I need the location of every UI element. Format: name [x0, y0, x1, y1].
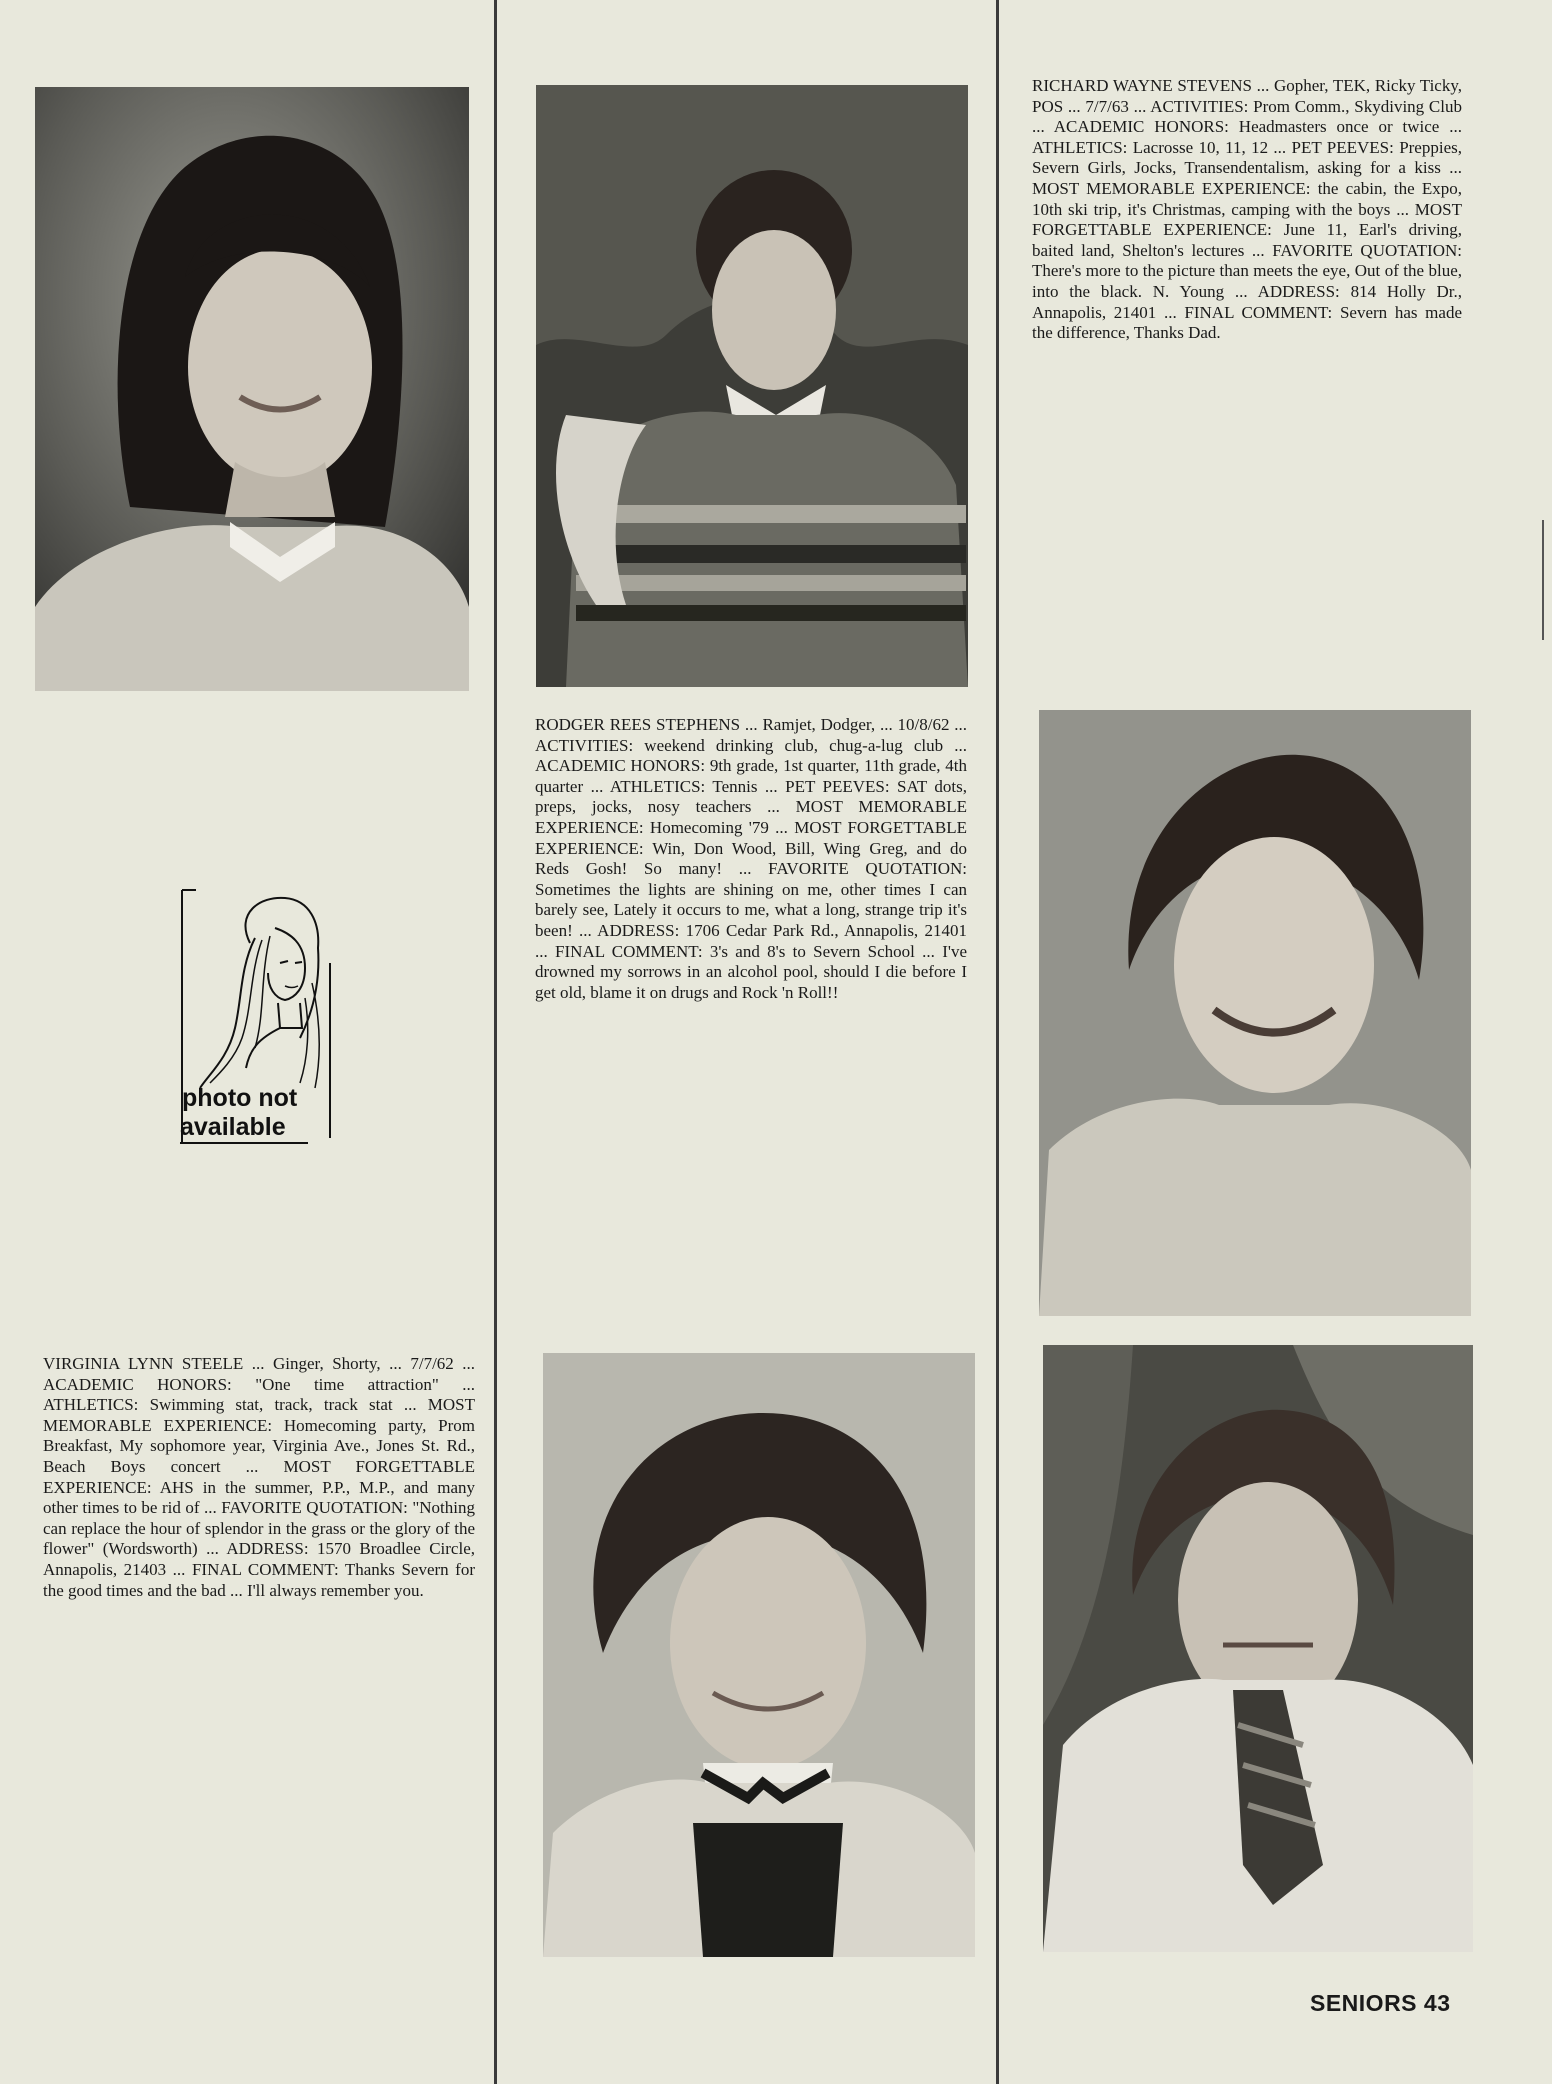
page-footer-label: SENIORS 43 — [1310, 1990, 1451, 2016]
portrait-stephens — [536, 85, 968, 687]
column-rule-left — [494, 0, 497, 2084]
placeholder-line2: available — [180, 1113, 308, 1144]
photo-not-available-text — [180, 1084, 335, 1144]
page-edge-rule — [1542, 520, 1544, 640]
bio-stevens: RICHARD WAYNE STEVENS ... Gopher, TEK, Ricky Ticky, POS ... 7/7/63 ... ACTIVITIES: Prom Comm., Skydiving Club ... ACADEMIC HONORS: Headmasters once or twice ... ATHLETICS: Lacrosse 10, 11, 12 ... PET PEEVES: Preppies, Severn Girls, Jocks, Transendentalism, asking for a kiss ... MOST MEMORABLE EXPERIENCE: the cabin, the Expo, 10th ski trip, it's Christmas, camping with the boys ... MOST FORGETTABLE EXPERIENCE: June 11, Earl's driving, baited land, Shelton's lectures ... FAVORITE QUOTATION: There's more to the picture than meets the eye, Out of the blue, into the black. N. Young ... ADDRESS: 814 Holly Dr., Annapolis, 21401 ... FINAL COMMENT: Severn has made the difference, Thanks Dad. — [1032, 76, 1462, 343]
photo-not-available-placeholder — [180, 888, 335, 1143]
portrait-stevens — [1039, 710, 1471, 1316]
column-rule-right — [996, 0, 999, 2084]
portrait-steele — [35, 87, 469, 691]
bio-stephens: RODGER REES STEPHENS ... Ramjet, Dodger, ... 10/8/62 ... ACTIVITIES: weekend drinking club, chug-a-lug club ... ACADEMIC HONORS: 9th grade, 1st quarter, 11th grade, 4th quarter ... ATHLETICS: Tennis ... PET PEEVES: SAT dots, preps, jocks, nosy teachers ... MOST MEMORABLE EXPERIENCE: Homecoming '79 ... MOST FORGETTABLE EXPERIENCE: Win, Don Wood, Bill, Wing Greg, and do Reds Gosh! So many! ... FAVORITE QUOTATION: Sometimes the lights are shining on me, other times I can barely see, Lately it occurs to me, what a long, strange trip it's been! ... ADDRESS: 1706 Cedar Park Rd., Annapolis, 21401 ... FINAL COMMENT: 3's and 8's to Severn School ... I've drowned my sorrows in an alcohol pool, should I die before I get old, blame it on drugs and Rock 'n Roll!! — [535, 715, 967, 1002]
portrait-bottom-right — [1043, 1345, 1473, 1952]
portrait-bottom-middle — [543, 1353, 975, 1957]
placeholder-line1: photo not — [182, 1084, 298, 1112]
bio-steele: VIRGINIA LYNN STEELE ... Ginger, Shorty, ... 7/7/62 ... ACADEMIC HONORS: "One time attraction" ... ATHLETICS: Swimming stat, track, track stat ... MOST MEMORABLE EXPERIENCE: Homecoming party, Prom Breakfast, My sophomore year, Virginia Ave., Jones St. Rd., Beach Boys concert ... MOST FORGETTABLE EXPERIENCE: AHS in the summer, P.P., M.P., and many other times to be rid of ... FAVORITE QUOTATION: "Nothing can replace the hour of splendor in the grass or the glory of the flower" (Wordsworth) ... ADDRESS: 1570 Broadlee Circle, Annapolis, 21403 ... FINAL COMMENT: Thanks Severn for the good times and the bad ... I'll always remember you. — [43, 1354, 475, 1600]
